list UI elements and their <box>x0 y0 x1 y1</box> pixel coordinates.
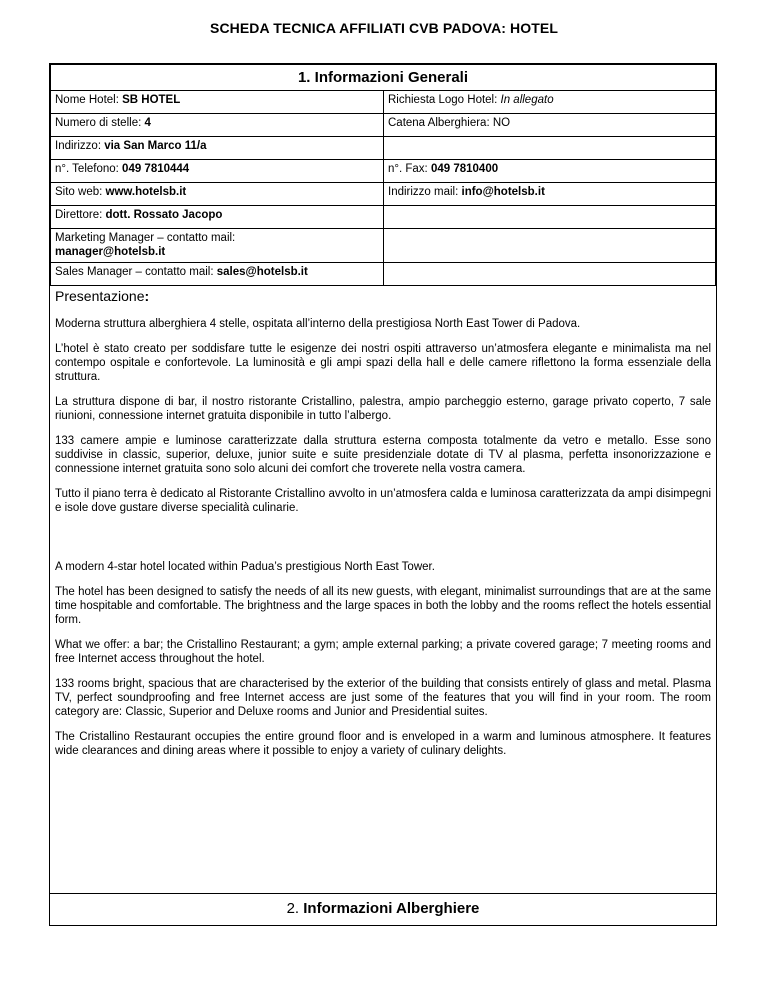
email-cell <box>384 183 716 206</box>
website-cell <box>51 183 384 206</box>
paragraph-en: 133 rooms bright, spacious that are characterised by the exterior of the building that consists entirely of glass and metal. Plasma TV, perfect soundproofing and free Internet access are just some of the features that you will find in your room. The room category are: Classic, Superior and Deluxe rooms and Junior and Presidential suites. <box>55 678 711 718</box>
director-value: dott. Rossato Jacopo <box>105 209 223 221</box>
sales-manager-cell <box>51 263 384 286</box>
section-2-title: Informazioni Alberghiere <box>299 900 480 917</box>
sales-manager-label: Sales Manager – contatto mail: <box>55 266 217 278</box>
paragraph-en: A modern 4-star hotel located within Padua’s prestigious North East Tower. <box>55 561 435 573</box>
hotel-name-value: SB HOTEL <box>122 94 181 106</box>
logo-request-value: In allegato <box>500 94 554 106</box>
logo-request-cell <box>384 91 716 114</box>
address-label: Indirizzo: <box>55 140 105 152</box>
section-2-heading <box>50 893 716 925</box>
general-info-table <box>50 64 716 286</box>
hotel-data-sheet <box>49 63 717 926</box>
hotel-name-cell <box>51 91 384 114</box>
paragraph-en: What we offer: a bar; the Cristallino Restaurant; a gym; ample external parking; a private covered garage; 7 meeting rooms and free Internet access throughout the hotel. <box>55 639 711 665</box>
paragraph-it: 133 camere ampie e luminose caratterizzate dalla struttura esterna composta totalmente da vetro e metallo. Esse sono suddivise in classic, superior, deluxe, junior suite e suite presidenziale dotate di TV al plasma, perfetta insonorizzazione e connessione internet gratuita sono solo alcuni dei comfort che troverete nella vostra camera. <box>55 435 711 475</box>
phone-cell <box>51 160 384 183</box>
email-value[interactable]: info@hotelsb.it <box>461 186 545 198</box>
marketing-manager-label: Marketing Manager – contatto mail: <box>55 232 236 244</box>
empty-cell <box>384 206 716 229</box>
website-value[interactable]: www.hotelsb.it <box>105 186 187 198</box>
document-title: SCHEDA TECNICA AFFILIATI CVB PADOVA: HOTEL <box>210 20 558 36</box>
paragraph-it: L’hotel è stato creato per soddisfare tutte le esigenze dei nostri ospiti attraverso un’atmosfera elegante e minimalista ma nel contempo ospitale e confortevole. La luminosità e gli ampi spazi della hall e delle camere riflettono la forma essenziale della struttura. <box>55 343 711 383</box>
presentation-title-colon: : <box>144 288 150 304</box>
paragraph-it: La struttura dispone di bar, il nostro ristorante Cristallino, palestra, ampio parcheggio esterno, garage privato coperto, 7 sale riunioni, connessione internet gratuita disponibile in tutto l’albergo. <box>55 396 711 422</box>
fax-value: 049 7810400 <box>430 163 499 175</box>
email-label: Indirizzo mail: <box>388 186 462 198</box>
presentation-title-text: Presentazione <box>55 288 145 304</box>
empty-cell <box>384 137 716 160</box>
logo-request-label: Richiesta Logo Hotel: <box>388 94 501 106</box>
hotel-chain-label: Catena Alberghiera: NO <box>388 117 511 129</box>
hotel-name-label: Nome Hotel: <box>55 94 123 106</box>
sales-manager-email[interactable]: sales@hotelsb.it <box>216 266 308 278</box>
paragraph-it: Moderna struttura alberghiera 4 stelle, ospitata all’interno della prestigiosa North East Tower di Padova. <box>55 318 581 330</box>
stars-value: 4 <box>144 117 151 129</box>
phone-label: n°. Telefono: <box>55 163 123 175</box>
paragraph-en: The hotel has been designed to satisfy the needs of all its new guests, with elegant, minimalist surroundings that are at the same time hospitable and comfortable. The brightness and the large spaces in both the lobby and the rooms reflect the hotels essential form. <box>55 586 711 626</box>
stars-label: Numero di stelle: <box>55 117 145 129</box>
presentation-title <box>55 288 711 304</box>
paragraph-en: The Cristallino Restaurant occupies the entire ground floor and is enveloped in a warm and luminous atmosphere. It features wide clearances and dining areas where it possible to enjoy a variety of culinary delights. <box>55 731 711 757</box>
phone-value: 049 7810444 <box>122 163 190 175</box>
director-label: Direttore: <box>55 209 106 221</box>
fax-label: n°. Fax: <box>388 163 431 175</box>
director-cell <box>51 206 384 229</box>
website-label: Sito web: <box>55 186 106 198</box>
hotel-chain-cell <box>384 114 716 137</box>
presentation-section <box>50 288 716 758</box>
empty-cell <box>384 229 716 263</box>
address-cell <box>51 137 384 160</box>
stars-cell <box>51 114 384 137</box>
section-1-heading: 1. Informazioni Generali <box>51 65 716 91</box>
fax-cell <box>384 160 716 183</box>
section-2-number: 2. <box>286 900 300 917</box>
language-spacer <box>55 526 711 560</box>
empty-cell <box>384 263 716 286</box>
paragraph-it: Tutto il piano terra è dedicato al Ristorante Cristallino avvolto in un’atmosfera calda e luminosa caratterizzata da ampi disimpegni e isole dove gustare diverse specialità culinarie. <box>55 488 711 514</box>
marketing-manager-cell <box>51 229 384 263</box>
marketing-manager-email[interactable]: manager@hotelsb.it <box>55 245 166 258</box>
address-value: via San Marco 11/a <box>104 140 207 152</box>
